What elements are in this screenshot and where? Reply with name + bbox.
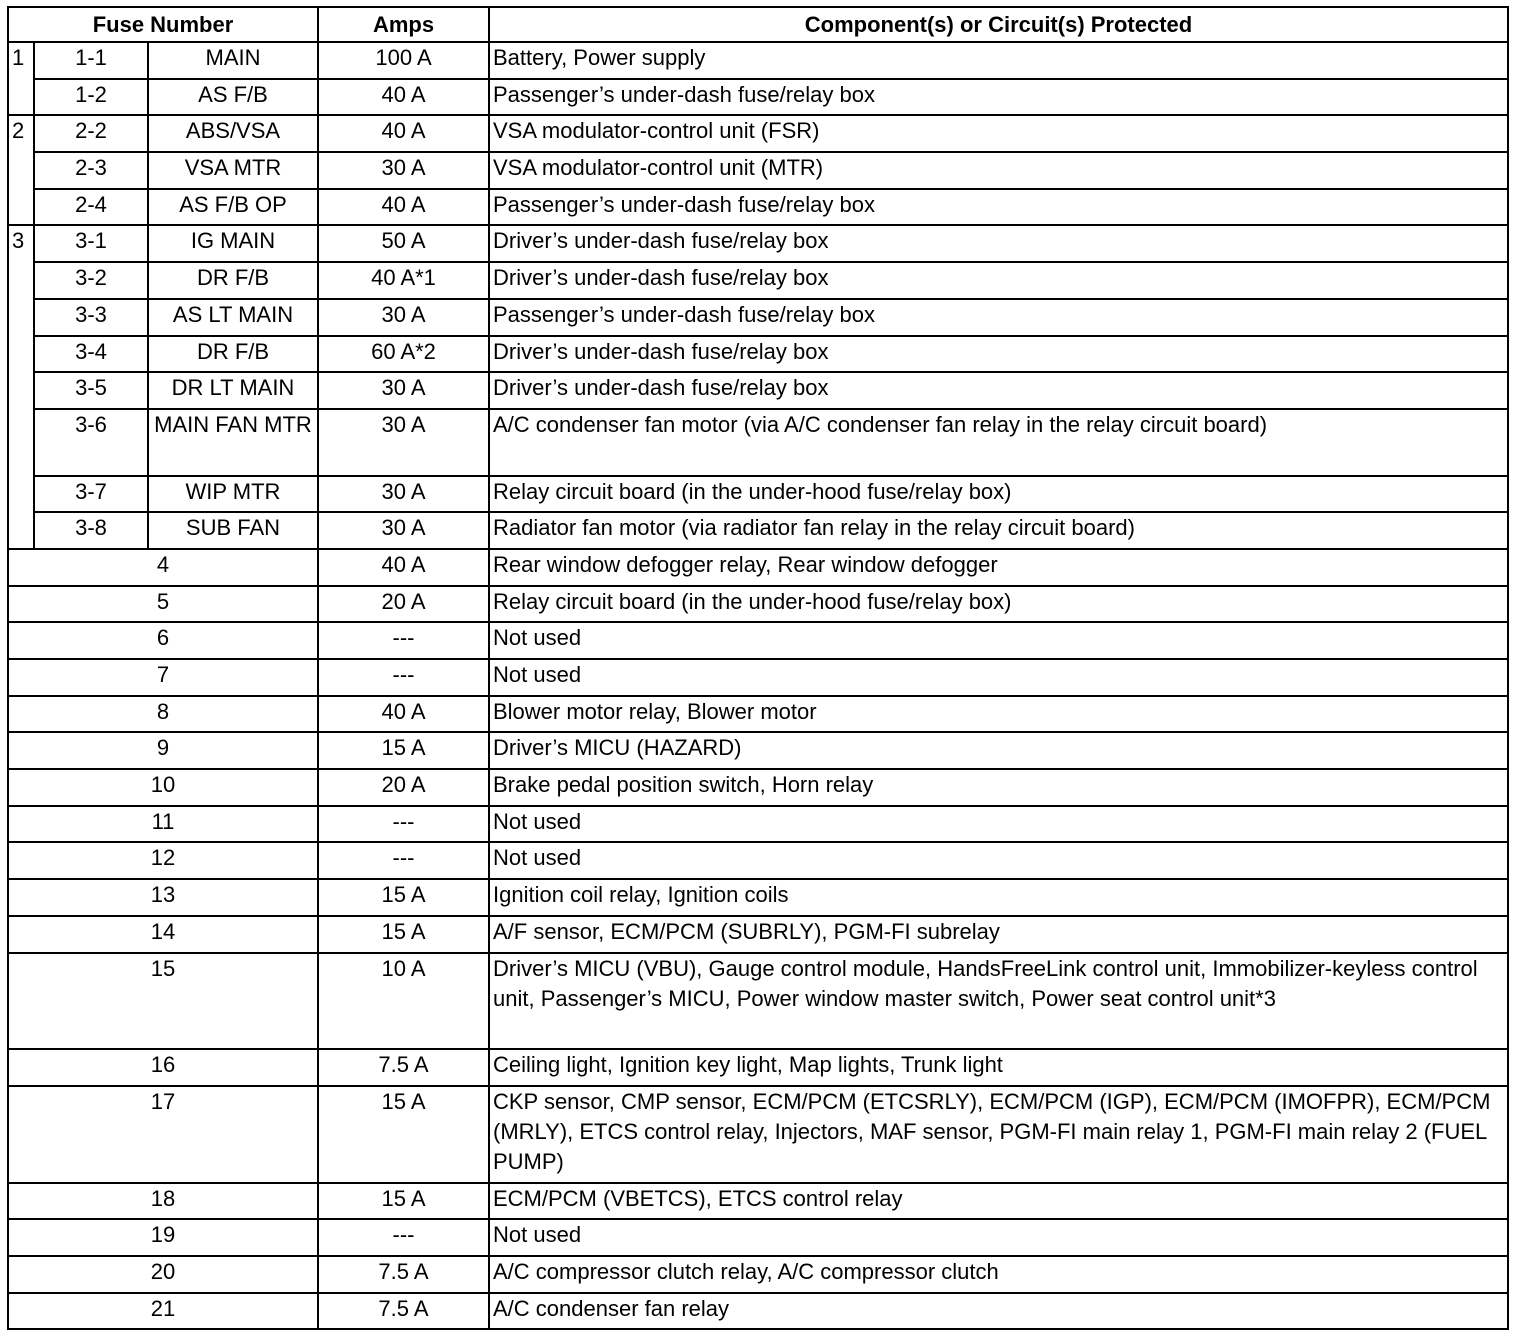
fuse-component: Driver’s MICU (VBU), Gauge control module, HandsFreeLink control unit, Immobilizer-keyless control unit, Passenger’s MICU, Power window master switch, Power seat control unit*3 — [489, 953, 1508, 1050]
fuse-component: Not used — [489, 659, 1508, 696]
fuse-component: Driver’s MICU (HAZARD) — [489, 732, 1508, 769]
fuse-component: Passenger’s under-dash fuse/relay box — [489, 79, 1508, 116]
fuse-amps: 30 A — [318, 512, 489, 549]
fuse-component: Driver’s under-dash fuse/relay box — [489, 262, 1508, 299]
table-row — [8, 806, 1508, 843]
fuse-amps: --- — [318, 806, 489, 843]
table-row — [8, 225, 1508, 262]
fuse-number: 16 — [8, 1049, 318, 1086]
fuse-component: Brake pedal position switch, Horn relay — [489, 769, 1508, 806]
fuse-subnumber: 3-4 — [34, 336, 148, 373]
table-row — [8, 79, 1508, 116]
table-row — [8, 336, 1508, 373]
fuse-amps: --- — [318, 1219, 489, 1256]
group-number: 3 — [8, 225, 34, 549]
fuse-component: A/C condenser fan relay — [489, 1293, 1508, 1330]
table-row — [8, 262, 1508, 299]
table-row — [8, 549, 1508, 586]
fuse-amps: 40 A — [318, 696, 489, 733]
header-amps: Amps — [318, 7, 489, 42]
fuse-amps: --- — [318, 622, 489, 659]
fuse-number: 18 — [8, 1183, 318, 1220]
fuse-amps: 40 A — [318, 549, 489, 586]
fuse-number: 4 — [8, 549, 318, 586]
fuse-name: AS F/B OP — [148, 189, 318, 226]
table-row — [8, 189, 1508, 226]
fuse-subnumber: 3-3 — [34, 299, 148, 336]
table-row — [8, 409, 1508, 476]
fuse-subnumber: 3-2 — [34, 262, 148, 299]
fuse-number: 8 — [8, 696, 318, 733]
fuse-amps: 15 A — [318, 1183, 489, 1220]
table-row — [8, 42, 1508, 79]
fuse-amps: 15 A — [318, 879, 489, 916]
table-row — [8, 1086, 1508, 1183]
table-row — [8, 1256, 1508, 1293]
fuse-amps: 30 A — [318, 372, 489, 409]
fuse-number: 5 — [8, 586, 318, 623]
fuse-subnumber: 2-3 — [34, 152, 148, 189]
fuse-name: VSA MTR — [148, 152, 318, 189]
fuse-component: Rear window defogger relay, Rear window defogger — [489, 549, 1508, 586]
fuse-amps: 100 A — [318, 42, 489, 79]
table-row — [8, 622, 1508, 659]
fuse-number: 14 — [8, 916, 318, 953]
table-row — [8, 732, 1508, 769]
fuse-component: Radiator fan motor (via radiator fan relay in the relay circuit board) — [489, 512, 1508, 549]
table-row — [8, 1219, 1508, 1256]
fuse-component: Battery, Power supply — [489, 42, 1508, 79]
table-row — [8, 1049, 1508, 1086]
fuse-amps: 7.5 A — [318, 1256, 489, 1293]
fuse-component: Passenger’s under-dash fuse/relay box — [489, 299, 1508, 336]
fuse-subnumber: 2-4 — [34, 189, 148, 226]
fuse-amps: 15 A — [318, 732, 489, 769]
fuse-amps: 20 A — [318, 586, 489, 623]
fuse-component: Blower motor relay, Blower motor — [489, 696, 1508, 733]
fuse-subnumber: 3-8 — [34, 512, 148, 549]
fuse-amps: 40 A — [318, 79, 489, 116]
fuse-component: Not used — [489, 1219, 1508, 1256]
fuse-amps: 30 A — [318, 476, 489, 513]
fuse-amps: 7.5 A — [318, 1049, 489, 1086]
fuse-number: 11 — [8, 806, 318, 843]
fuse-amps: --- — [318, 842, 489, 879]
fuse-amps: 50 A — [318, 225, 489, 262]
fuse-number: 20 — [8, 1256, 318, 1293]
fuse-component: Not used — [489, 842, 1508, 879]
fuse-number: 9 — [8, 732, 318, 769]
fuse-name: DR F/B — [148, 262, 318, 299]
fuse-name: WIP MTR — [148, 476, 318, 513]
fuse-component: Not used — [489, 622, 1508, 659]
fuse-amps: 40 A — [318, 115, 489, 152]
fuse-number: 7 — [8, 659, 318, 696]
header-fuse-number: Fuse Number — [8, 7, 318, 42]
fuse-subnumber: 1-1 — [34, 42, 148, 79]
group-number: 1 — [8, 42, 34, 115]
fuse-name: MAIN — [148, 42, 318, 79]
table-row — [8, 476, 1508, 513]
fuse-amps: 30 A — [318, 152, 489, 189]
fuse-component: Driver’s under-dash fuse/relay box — [489, 225, 1508, 262]
table-row — [8, 696, 1508, 733]
fuse-name: SUB FAN — [148, 512, 318, 549]
header-row — [8, 7, 1508, 42]
fuse-number: 19 — [8, 1219, 318, 1256]
fuse-component: Not used — [489, 806, 1508, 843]
fuse-component: VSA modulator-control unit (MTR) — [489, 152, 1508, 189]
table-row — [8, 842, 1508, 879]
table-row — [8, 586, 1508, 623]
table-row — [8, 299, 1508, 336]
fuse-amps: 40 A*1 — [318, 262, 489, 299]
fuse-amps: 40 A — [318, 189, 489, 226]
fuse-component: A/F sensor, ECM/PCM (SUBRLY), PGM-FI subrelay — [489, 916, 1508, 953]
fuse-number: 12 — [8, 842, 318, 879]
fuse-amps: 10 A — [318, 953, 489, 1050]
fuse-amps: 7.5 A — [318, 1293, 489, 1330]
fuse-component: Ignition coil relay, Ignition coils — [489, 879, 1508, 916]
header-components: Component(s) or Circuit(s) Protected — [489, 7, 1508, 42]
fuse-component: A/C condenser fan motor (via A/C condenser fan relay in the relay circuit board) — [489, 409, 1508, 476]
table-row — [8, 1183, 1508, 1220]
fuse-component: Ceiling light, Ignition key light, Map lights, Trunk light — [489, 1049, 1508, 1086]
table-row — [8, 152, 1508, 189]
fuse-component: VSA modulator-control unit (FSR) — [489, 115, 1508, 152]
table-row — [8, 916, 1508, 953]
fuse-subnumber: 3-5 — [34, 372, 148, 409]
table-row — [8, 953, 1508, 1050]
fuse-amps: 15 A — [318, 916, 489, 953]
fuse-subnumber: 2-2 — [34, 115, 148, 152]
fuse-amps: --- — [318, 659, 489, 696]
fuse-name: ABS/VSA — [148, 115, 318, 152]
fuse-amps: 60 A*2 — [318, 336, 489, 373]
table-row — [8, 659, 1508, 696]
fuse-subnumber: 3-1 — [34, 225, 148, 262]
fuse-amps: 30 A — [318, 299, 489, 336]
fuse-number: 6 — [8, 622, 318, 659]
fuse-number: 21 — [8, 1293, 318, 1330]
fuse-table — [7, 6, 1509, 1330]
table-row — [8, 115, 1508, 152]
fuse-subnumber: 3-6 — [34, 409, 148, 476]
fuse-component: Relay circuit board (in the under-hood fuse/relay box) — [489, 586, 1508, 623]
fuse-component: Passenger’s under-dash fuse/relay box — [489, 189, 1508, 226]
fuse-component: Driver’s under-dash fuse/relay box — [489, 372, 1508, 409]
fuse-name: AS LT MAIN — [148, 299, 318, 336]
fuse-name: DR LT MAIN — [148, 372, 318, 409]
fuse-number: 13 — [8, 879, 318, 916]
fuse-component: CKP sensor, CMP sensor, ECM/PCM (ETCSRLY), ECM/PCM (IGP), ECM/PCM (IMOFPR), ECM/PCM (MRLY), ETCS control relay, Injectors, MAF sensor, PGM-FI main relay 1, PGM-FI main relay 2 (FUEL PUMP) — [489, 1086, 1508, 1183]
table-row — [8, 1293, 1508, 1330]
fuse-amps: 20 A — [318, 769, 489, 806]
fuse-number: 17 — [8, 1086, 318, 1183]
fuse-amps: 15 A — [318, 1086, 489, 1183]
fuse-name: MAIN FAN MTR — [148, 409, 318, 476]
fuse-name: IG MAIN — [148, 225, 318, 262]
fuse-component: A/C compressor clutch relay, A/C compressor clutch — [489, 1256, 1508, 1293]
fuse-component: ECM/PCM (VBETCS), ETCS control relay — [489, 1183, 1508, 1220]
table-row — [8, 879, 1508, 916]
fuse-amps: 30 A — [318, 409, 489, 476]
fuse-subnumber: 3-7 — [34, 476, 148, 513]
fuse-name: AS F/B — [148, 79, 318, 116]
fuse-number: 10 — [8, 769, 318, 806]
fuse-subnumber: 1-2 — [34, 79, 148, 116]
fuse-name: DR F/B — [148, 336, 318, 373]
fuse-number: 15 — [8, 953, 318, 1050]
fuse-component: Relay circuit board (in the under-hood fuse/relay box) — [489, 476, 1508, 513]
simple-rows — [8, 549, 1508, 1329]
group-number: 2 — [8, 115, 34, 225]
table-row — [8, 769, 1508, 806]
fuse-component: Driver’s under-dash fuse/relay box — [489, 336, 1508, 373]
table-row — [8, 372, 1508, 409]
table-row — [8, 512, 1508, 549]
